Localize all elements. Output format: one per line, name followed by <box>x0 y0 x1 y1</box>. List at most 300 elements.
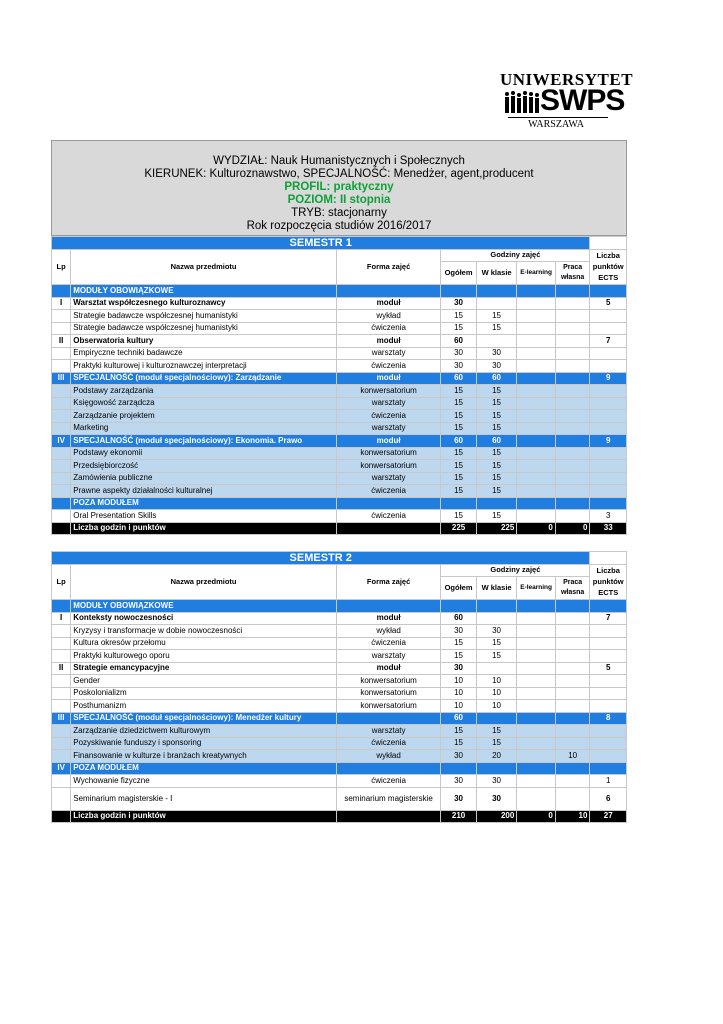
row-ogolem: 15 <box>441 485 476 498</box>
row-form: wykład <box>336 310 440 323</box>
row-wklasie: 15 <box>476 447 517 460</box>
table-row <box>52 712 627 725</box>
row-praca <box>555 385 590 398</box>
col-form: Forma zajęć <box>336 249 440 285</box>
row-lp: II <box>52 335 71 348</box>
row-praca <box>555 485 590 498</box>
row-praca: 10 <box>555 810 590 823</box>
row-lp <box>52 637 71 650</box>
col-elearning: E-learning <box>517 577 556 600</box>
row-wklasie: 60 <box>476 435 517 448</box>
row-form: konwersatorium <box>336 447 440 460</box>
row-elearning <box>517 347 556 360</box>
row-praca <box>555 662 590 675</box>
row-elearning <box>517 762 556 775</box>
row-form: seminarium magisterskie <box>336 787 440 810</box>
table-row <box>52 322 627 335</box>
row-elearning <box>517 650 556 663</box>
section-row <box>52 497 627 510</box>
row-ects <box>590 472 627 485</box>
row-praca <box>555 347 590 360</box>
row-form: moduł <box>336 612 440 625</box>
row-wklasie: 15 <box>476 485 517 498</box>
row-wklasie: 10 <box>476 700 517 713</box>
row-wklasie: 15 <box>476 472 517 485</box>
table-row <box>52 447 627 460</box>
row-ects <box>590 497 627 510</box>
row-form: warsztaty <box>336 397 440 410</box>
row-lp <box>52 485 71 498</box>
row-form: moduł <box>336 297 440 310</box>
row-ogolem: 10 <box>441 675 476 688</box>
row-name: Strategie badawcze współczesnej humanistyki <box>71 322 337 335</box>
row-ogolem: 15 <box>441 447 476 460</box>
row-wklasie <box>476 612 517 625</box>
row-ects <box>590 600 627 613</box>
row-form <box>336 810 440 823</box>
row-lp: IV <box>52 435 71 448</box>
row-praca: 10 <box>555 750 590 763</box>
row-name: MODUŁY OBOWIĄZKOWE <box>71 285 337 298</box>
row-lp <box>52 360 71 373</box>
row-ects: 7 <box>590 612 627 625</box>
col-ects: Liczba punktów ECTS <box>590 249 627 285</box>
col-elearning: E-learning <box>517 262 556 285</box>
row-praca <box>555 650 590 663</box>
col-godziny: Godziny zajęć <box>441 564 590 577</box>
row-form <box>336 522 440 535</box>
row-lp: II <box>52 662 71 675</box>
row-praca <box>555 687 590 700</box>
row-ogolem: 15 <box>441 637 476 650</box>
row-ects <box>590 285 627 298</box>
logo-line3: WARSZAWA <box>528 119 584 130</box>
row-lp <box>52 810 71 823</box>
row-ogolem: 60 <box>441 712 476 725</box>
row-ogolem: 15 <box>441 725 476 738</box>
semester-title: SEMESTR 2 <box>52 552 590 565</box>
row-lp: I <box>52 612 71 625</box>
row-praca <box>555 310 590 323</box>
row-ogolem: 15 <box>441 322 476 335</box>
row-ects <box>590 625 627 638</box>
row-ects: 9 <box>590 435 627 448</box>
semester-banner <box>52 237 627 250</box>
semester-banner <box>52 552 627 565</box>
row-name: Liczba godzin i punktów <box>71 522 337 535</box>
row-ogolem: 30 <box>441 787 476 810</box>
row-lp <box>52 522 71 535</box>
row-name: Seminarium magisterskie - I <box>71 787 337 810</box>
row-name: MODUŁY OBOWIĄZKOWE <box>71 600 337 613</box>
row-ogolem: 15 <box>441 472 476 485</box>
table-row <box>52 360 627 373</box>
row-lp <box>52 687 71 700</box>
row-praca <box>555 737 590 750</box>
column-header-row <box>52 249 627 262</box>
logo-divider <box>508 117 608 118</box>
row-wklasie: 15 <box>476 397 517 410</box>
row-lp: III <box>52 712 71 725</box>
col-lp: Lp <box>52 564 71 600</box>
col-godziny: Godziny zajęć <box>441 249 590 262</box>
row-praca <box>555 397 590 410</box>
row-elearning <box>517 322 556 335</box>
row-ects <box>590 322 627 335</box>
row-lp <box>52 510 71 523</box>
col-praca: Praca własna <box>555 262 590 285</box>
row-name: Empiryczne techniki badawcze <box>71 347 337 360</box>
row-wklasie: 10 <box>476 675 517 688</box>
row-form <box>336 600 440 613</box>
row-elearning <box>517 612 556 625</box>
logo-line2: SWPS <box>540 84 625 117</box>
row-name: Strategie emancypacyjne <box>71 662 337 675</box>
row-wklasie: 30 <box>476 787 517 810</box>
row-ects <box>590 447 627 460</box>
table-row <box>52 397 627 410</box>
row-ogolem: 15 <box>441 737 476 750</box>
table-row <box>52 297 627 310</box>
table-row <box>52 650 627 663</box>
row-ogolem: 15 <box>441 385 476 398</box>
row-elearning <box>517 472 556 485</box>
row-ects <box>590 485 627 498</box>
row-ects <box>590 687 627 700</box>
row-praca <box>555 447 590 460</box>
row-elearning <box>517 675 556 688</box>
row-lp <box>52 460 71 473</box>
row-wklasie: 15 <box>476 410 517 423</box>
row-form: ćwiczenia <box>336 510 440 523</box>
row-elearning <box>517 637 556 650</box>
row-elearning <box>517 410 556 423</box>
row-name: POZA MODUŁEM <box>71 497 337 510</box>
row-elearning <box>517 787 556 810</box>
row-elearning <box>517 335 556 348</box>
row-ogolem: 30 <box>441 775 476 788</box>
row-form: warsztaty <box>336 472 440 485</box>
row-ogolem: 30 <box>441 360 476 373</box>
row-wklasie: 15 <box>476 737 517 750</box>
row-wklasie: 225 <box>476 522 517 535</box>
row-name: Prawne aspekty działalności kulturalnej <box>71 485 337 498</box>
row-lp <box>52 322 71 335</box>
row-name: Poskolonializm <box>71 687 337 700</box>
row-form: ćwiczenia <box>336 322 440 335</box>
row-elearning <box>517 485 556 498</box>
row-elearning <box>517 435 556 448</box>
row-praca <box>555 600 590 613</box>
col-wklasie: W klasie <box>476 577 517 600</box>
row-form: moduł <box>336 435 440 448</box>
row-form: ćwiczenia <box>336 737 440 750</box>
row-name: Podstawy zarządzania <box>71 385 337 398</box>
col-name: Nazwa przedmiotu <box>71 564 337 600</box>
row-praca <box>555 297 590 310</box>
logo-line1: UNIWERSYTET <box>500 70 634 89</box>
row-ogolem: 225 <box>441 522 476 535</box>
row-wklasie: 15 <box>476 510 517 523</box>
row-name: Zarządzanie projektem <box>71 410 337 423</box>
column-header-row <box>52 564 627 577</box>
row-wklasie: 15 <box>476 637 517 650</box>
faculty: WYDZIAŁ: Nauk Humanistycznych i Społecznych <box>213 155 465 167</box>
row-form <box>336 712 440 725</box>
row-name: SPECJALNOŚĆ (moduł specjalnościowy): Menedżer kultury <box>71 712 337 725</box>
row-ogolem: 210 <box>441 810 476 823</box>
row-ects <box>590 762 627 775</box>
row-lp <box>52 422 71 435</box>
row-elearning: 0 <box>517 810 556 823</box>
row-ogolem: 30 <box>441 662 476 675</box>
row-wklasie <box>476 497 517 510</box>
row-lp <box>52 650 71 663</box>
row-elearning <box>517 297 556 310</box>
row-elearning <box>517 775 556 788</box>
row-ogolem: 30 <box>441 750 476 763</box>
row-lp: I <box>52 297 71 310</box>
row-form: konwersatorium <box>336 700 440 713</box>
row-praca <box>555 422 590 435</box>
table-row <box>52 347 627 360</box>
row-praca <box>555 472 590 485</box>
row-name: Przedsiębiorczość <box>71 460 337 473</box>
row-form: warsztaty <box>336 347 440 360</box>
row-name: Kultura okresów przełomu <box>71 637 337 650</box>
row-wklasie: 30 <box>476 347 517 360</box>
row-wklasie <box>476 285 517 298</box>
table-row <box>52 310 627 323</box>
row-elearning <box>517 700 556 713</box>
table-row <box>52 372 627 385</box>
row-name: Podstawy ekonomii <box>71 447 337 460</box>
row-lp <box>52 397 71 410</box>
row-wklasie: 15 <box>476 310 517 323</box>
row-ects <box>590 637 627 650</box>
table-row <box>52 460 627 473</box>
row-name: Wychowanie fizyczne <box>71 775 337 788</box>
table-row <box>52 625 627 638</box>
table-row <box>52 472 627 485</box>
row-form <box>336 762 440 775</box>
row-lp <box>52 285 71 298</box>
semester-1-table <box>51 236 627 535</box>
row-form: wykład <box>336 625 440 638</box>
row-name: Warsztat współczesnego kulturoznawcy <box>71 297 337 310</box>
row-praca <box>555 725 590 738</box>
col-wklasie: W klasie <box>476 262 517 285</box>
table-row <box>52 435 627 448</box>
row-wklasie: 15 <box>476 650 517 663</box>
row-praca <box>555 625 590 638</box>
row-form: moduł <box>336 335 440 348</box>
row-ogolem <box>441 497 476 510</box>
row-lp: IV <box>52 762 71 775</box>
table-row <box>52 725 627 738</box>
row-name: Praktyki kulturowego oporu <box>71 650 337 663</box>
table-row <box>52 510 627 523</box>
row-ogolem <box>441 762 476 775</box>
row-ects <box>590 737 627 750</box>
row-elearning <box>517 360 556 373</box>
row-praca <box>555 335 590 348</box>
col-praca: Praca własna <box>555 577 590 600</box>
row-ogolem: 60 <box>441 612 476 625</box>
row-name: Kryzysy i transformacje w dobie nowoczesności <box>71 625 337 638</box>
row-lp <box>52 310 71 323</box>
row-elearning <box>517 422 556 435</box>
row-lp <box>52 600 71 613</box>
row-ects: 8 <box>590 712 627 725</box>
row-lp <box>52 472 71 485</box>
row-name: SPECJALNOŚĆ (moduł specjalnościowy): Zarządzanie <box>71 372 337 385</box>
table-row <box>52 775 627 788</box>
row-name: SPECJALNOŚĆ (moduł specjalnościowy): Ekonomia. Prawo <box>71 435 337 448</box>
section-row <box>52 285 627 298</box>
row-ects <box>590 310 627 323</box>
row-name: Pozyskiwanie funduszy i sponsoring <box>71 737 337 750</box>
row-praca <box>555 637 590 650</box>
table-row <box>52 612 627 625</box>
row-elearning <box>517 385 556 398</box>
university-logo <box>500 70 634 132</box>
row-praca: 0 <box>555 522 590 535</box>
row-elearning <box>517 285 556 298</box>
row-ogolem: 30 <box>441 347 476 360</box>
totals-row <box>52 522 627 535</box>
row-praca <box>555 410 590 423</box>
row-praca <box>555 372 590 385</box>
row-elearning <box>517 737 556 750</box>
col-ogolem: Ogółem <box>441 262 476 285</box>
row-form: ćwiczenia <box>336 410 440 423</box>
semester-title: SEMESTR 1 <box>52 237 590 250</box>
row-name: Księgowość zarządcza <box>71 397 337 410</box>
table-row <box>52 750 627 763</box>
row-form: warsztaty <box>336 422 440 435</box>
row-form: konwersatorium <box>336 460 440 473</box>
row-name: Obserwatoria kultury <box>71 335 337 348</box>
row-wklasie: 200 <box>476 810 517 823</box>
row-ects: 3 <box>590 510 627 523</box>
row-form: ćwiczenia <box>336 360 440 373</box>
row-elearning <box>517 662 556 675</box>
row-praca <box>555 497 590 510</box>
row-ects: 27 <box>590 810 627 823</box>
row-lp: III <box>52 372 71 385</box>
row-lp <box>52 750 71 763</box>
table-row <box>52 687 627 700</box>
row-lp <box>52 447 71 460</box>
row-lp <box>52 787 71 810</box>
row-wklasie: 30 <box>476 625 517 638</box>
row-elearning <box>517 725 556 738</box>
col-ogolem: Ogółem <box>441 577 476 600</box>
row-wklasie: 30 <box>476 775 517 788</box>
row-ects <box>590 410 627 423</box>
row-ects <box>590 422 627 435</box>
row-name: Praktyki kulturowej i kulturoznawczej interpretacji <box>71 360 337 373</box>
row-elearning: 0 <box>517 522 556 535</box>
row-ogolem: 15 <box>441 310 476 323</box>
row-ects <box>590 675 627 688</box>
section-row <box>52 762 627 775</box>
row-lp <box>52 347 71 360</box>
row-lp <box>52 725 71 738</box>
row-wklasie <box>476 762 517 775</box>
row-praca <box>555 700 590 713</box>
profile: PROFIL: praktyczny <box>284 181 394 193</box>
semester-2-table <box>51 551 627 823</box>
row-elearning <box>517 600 556 613</box>
row-ogolem <box>441 285 476 298</box>
row-name: Finansowanie w kulturze i branżach kreatywnych <box>71 750 337 763</box>
col-form: Forma zajęć <box>336 564 440 600</box>
row-ects: 5 <box>590 297 627 310</box>
row-praca <box>555 435 590 448</box>
row-ects: 7 <box>590 335 627 348</box>
row-name: Zarządzanie dziedzictwem kulturowym <box>71 725 337 738</box>
row-wklasie <box>476 600 517 613</box>
row-ects: 6 <box>590 787 627 810</box>
row-praca <box>555 675 590 688</box>
level: POZIOM: II stopnia <box>287 194 391 206</box>
row-praca <box>555 612 590 625</box>
row-lp <box>52 737 71 750</box>
row-name: Zamówienia publiczne <box>71 472 337 485</box>
row-wklasie: 15 <box>476 460 517 473</box>
field-of-study: KIERUNEK: Kulturoznawstwo, SPECJALNOŚĆ: Menedżer, agent,producent <box>144 168 534 180</box>
row-lp <box>52 385 71 398</box>
row-ects <box>590 700 627 713</box>
row-lp <box>52 700 71 713</box>
row-name: Marketing <box>71 422 337 435</box>
row-praca <box>555 285 590 298</box>
row-ogolem: 60 <box>441 335 476 348</box>
totals-row <box>52 810 627 823</box>
col-name: Nazwa przedmiotu <box>71 249 337 285</box>
section-row <box>52 600 627 613</box>
row-wklasie: 60 <box>476 372 517 385</box>
row-praca <box>555 360 590 373</box>
row-form: konwersatorium <box>336 385 440 398</box>
row-ogolem: 15 <box>441 650 476 663</box>
row-ogolem <box>441 600 476 613</box>
row-wklasie <box>476 297 517 310</box>
row-lp <box>52 497 71 510</box>
row-praca <box>555 762 590 775</box>
row-ogolem: 15 <box>441 422 476 435</box>
row-elearning <box>517 750 556 763</box>
table-row <box>52 410 627 423</box>
row-ects: 5 <box>590 662 627 675</box>
row-praca <box>555 322 590 335</box>
row-ects <box>590 385 627 398</box>
col-lp: Lp <box>52 249 71 285</box>
table-row <box>52 335 627 348</box>
start-year: Rok rozpoczęcia studiów 2016/2017 <box>246 220 432 232</box>
row-elearning <box>517 687 556 700</box>
row-elearning <box>517 310 556 323</box>
col-ects: Liczba punktów ECTS <box>590 564 627 600</box>
row-wklasie <box>476 335 517 348</box>
row-form: ćwiczenia <box>336 485 440 498</box>
row-elearning <box>517 497 556 510</box>
row-ogolem: 60 <box>441 372 476 385</box>
row-elearning <box>517 397 556 410</box>
row-ogolem: 10 <box>441 700 476 713</box>
